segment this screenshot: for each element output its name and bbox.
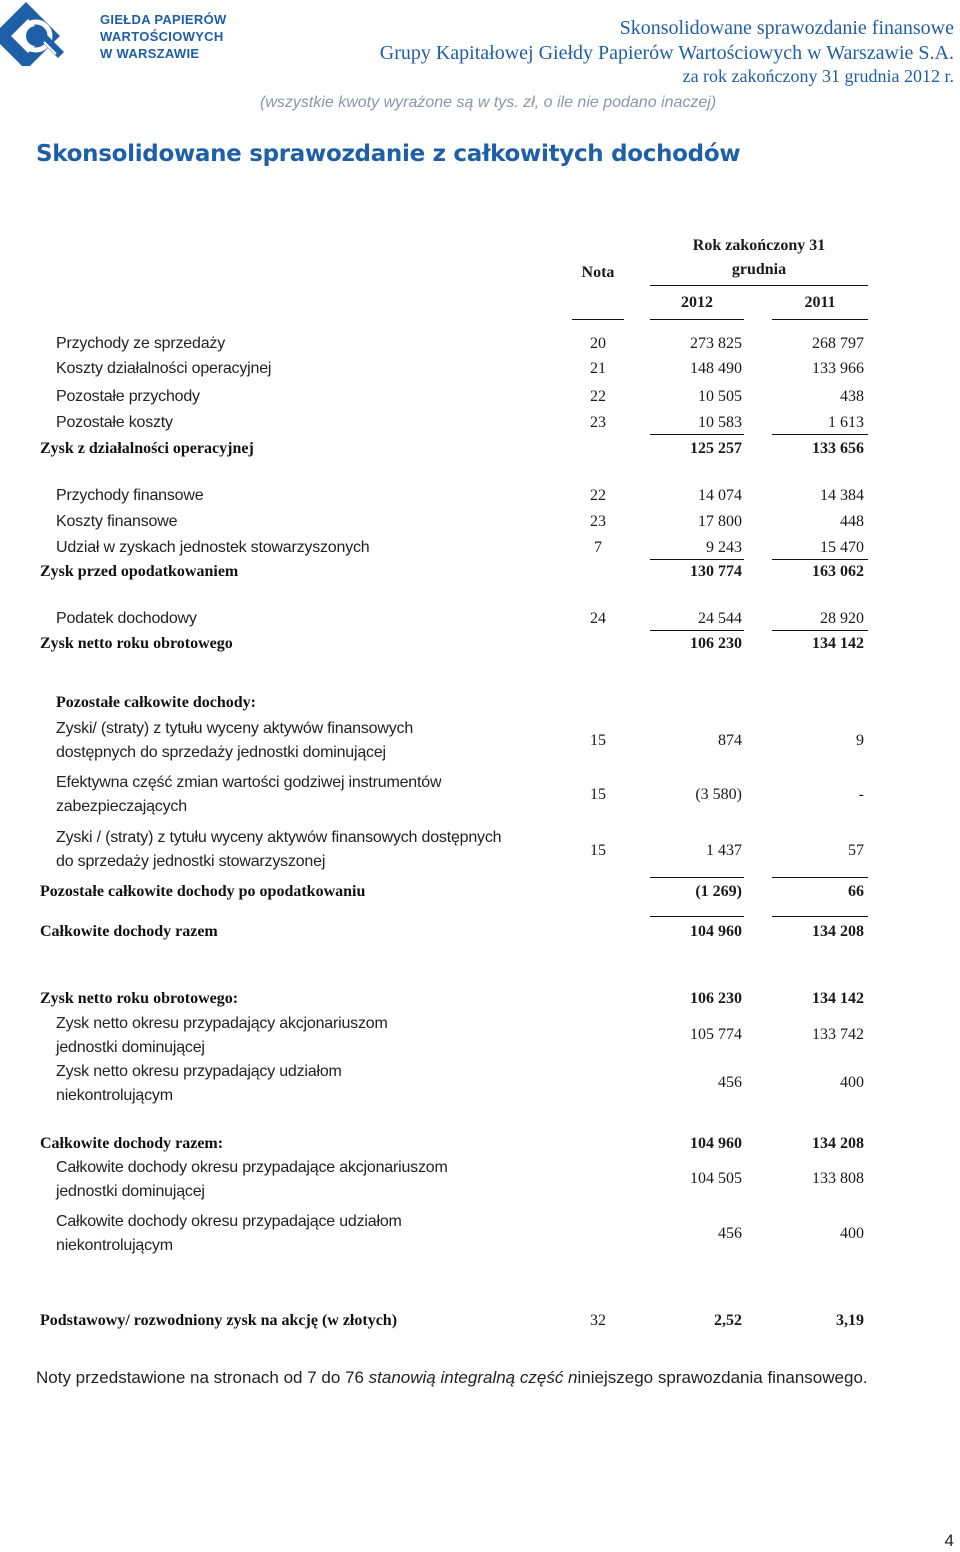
row-value-2011: 400 bbox=[840, 1225, 864, 1242]
row-nota: 23 bbox=[590, 513, 606, 530]
row-value-2011: 14 384 bbox=[820, 487, 864, 504]
footer-note bbox=[36, 1368, 868, 1388]
row-nota: 32 bbox=[590, 1312, 606, 1329]
period-line1: Rok zakończony 31 bbox=[692, 237, 826, 254]
row-nota: 15 bbox=[590, 842, 606, 859]
row-label: Przychody finansowe bbox=[56, 487, 204, 504]
row-label-line1: Całkowite dochody okresu przypadające akcjonariuszom bbox=[56, 1159, 448, 1176]
row-value-2012: 1 437 bbox=[706, 842, 742, 859]
row-nota: 7 bbox=[594, 539, 602, 556]
subtotal-rule bbox=[650, 630, 744, 631]
col-header-2011: 2011 bbox=[804, 294, 836, 311]
row-value-2012: 104 960 bbox=[690, 1135, 742, 1152]
row-nota: 23 bbox=[590, 414, 606, 431]
row-value-2011: 3,19 bbox=[836, 1312, 864, 1329]
row-value-2011: 134 142 bbox=[812, 990, 864, 1007]
row-value-2011: 66 bbox=[848, 883, 864, 900]
subtotal-rule bbox=[772, 434, 868, 435]
row-value-2012: 10 583 bbox=[698, 414, 742, 431]
row-label: Zysk przed opodatkowaniem bbox=[40, 563, 239, 580]
subtotal-rule bbox=[650, 877, 744, 878]
row-value-2012: 105 774 bbox=[690, 1026, 742, 1043]
row-label-line2: zabezpieczających bbox=[56, 798, 187, 815]
row-value-2012: 104 960 bbox=[690, 923, 742, 940]
row-label-line2: do sprzedaży jednostki stowarzyszonej bbox=[56, 853, 326, 870]
row-nota: 22 bbox=[590, 487, 606, 504]
row-value-2011: 133 742 bbox=[812, 1026, 864, 1043]
row-value-2012: 874 bbox=[718, 732, 742, 749]
row-value-2011: 9 bbox=[856, 732, 864, 749]
page-title: Skonsolidowane sprawozdanie z całkowitych dochodów bbox=[36, 141, 741, 167]
row-label: Koszty finansowe bbox=[56, 513, 178, 530]
row-label-line2: niekontrolującym bbox=[56, 1237, 173, 1254]
amounts-note: (wszystkie kwoty wyrażone są w tys. zł, o ile nie podano inaczej) bbox=[260, 94, 717, 111]
header-rule-2011 bbox=[772, 319, 868, 320]
row-label: Zysk netto roku obrotowego: bbox=[40, 990, 239, 1007]
brand-line2: WARTOŚCIOWYCH bbox=[100, 29, 224, 44]
row-value-2012: 14 074 bbox=[698, 487, 742, 504]
page-number: 4 bbox=[944, 1531, 954, 1550]
header-rule bbox=[650, 285, 868, 286]
row-value-2012: 2,52 bbox=[714, 1312, 742, 1329]
row-value-2012: 10 505 bbox=[698, 388, 742, 405]
row-label: Całkowite dochody razem: bbox=[40, 1135, 224, 1152]
row-value-2012: 104 505 bbox=[690, 1170, 742, 1187]
row-value-2012: 273 825 bbox=[690, 335, 742, 352]
row-nota: 22 bbox=[590, 388, 606, 405]
row-label: Podstawowy/ rozwodniony zysk na akcję (w złotych) bbox=[40, 1312, 398, 1329]
row-value-2011: 134 142 bbox=[812, 635, 864, 652]
row-label-line2: jednostki dominującej bbox=[56, 1039, 205, 1056]
row-label: Pozostałe koszty bbox=[56, 414, 173, 431]
row-nota: 15 bbox=[590, 732, 606, 749]
row-label: Udział w zyskach jednostek stowarzyszonych bbox=[56, 539, 370, 556]
row-label: Pozostałe całkowite dochody po opodatkowaniu bbox=[40, 883, 366, 900]
brand-line3: W WARSZAWIE bbox=[100, 46, 200, 61]
row-value-2012: (1 269) bbox=[695, 883, 742, 900]
header-rule-2012 bbox=[650, 319, 744, 320]
brand-logo bbox=[0, 0, 240, 70]
row-label-line1: Zyski / (straty) z tytułu wyceny aktywów finansowych dostępnych bbox=[56, 829, 502, 846]
subtotal-rule bbox=[772, 916, 868, 917]
row-value-2012: 148 490 bbox=[690, 360, 742, 377]
subtotal-rule bbox=[772, 877, 868, 878]
row-value-2012: 9 243 bbox=[706, 539, 742, 556]
col-header-2012: 2012 bbox=[681, 294, 713, 311]
row-value-2011: 28 920 bbox=[820, 610, 864, 627]
header-line2: Grupy Kapitałowej Giełdy Papierów Wartościowych w Warszawie S.A. bbox=[379, 42, 954, 64]
row-value-2011: 268 797 bbox=[812, 335, 864, 352]
gpw-logo-icon bbox=[0, 2, 70, 66]
row-label: Podatek dochodowy bbox=[56, 610, 197, 627]
col-header-nota: Nota bbox=[581, 264, 615, 281]
row-nota: 20 bbox=[590, 335, 606, 352]
row-label: Koszty działalności operacyjnej bbox=[56, 360, 272, 377]
row-value-2011: 134 208 bbox=[812, 1135, 864, 1152]
section-heading: Pozostałe całkowite dochody: bbox=[56, 694, 256, 711]
subtotal-rule bbox=[650, 434, 744, 435]
row-nota: 24 bbox=[590, 610, 606, 627]
row-nota: 21 bbox=[590, 360, 606, 377]
row-value-2012: 456 bbox=[718, 1074, 742, 1091]
row-label: Całkowite dochody razem bbox=[40, 923, 218, 940]
row-value-2011: 1 613 bbox=[828, 414, 864, 431]
row-label-line1: Efektywna część zmian wartości godziwej instrumentów bbox=[56, 774, 442, 791]
row-value-2011: 448 bbox=[840, 513, 864, 530]
row-label: Pozostałe przychody bbox=[56, 388, 200, 405]
row-value-2011: 133 808 bbox=[812, 1170, 864, 1187]
row-value-2012: 17 800 bbox=[698, 513, 742, 530]
row-value-2011: 163 062 bbox=[812, 563, 864, 580]
footer-part3: iniejszego sprawozdania finansowego. bbox=[577, 1368, 868, 1387]
brand-line1: GIEŁDA PAPIERÓW bbox=[100, 12, 227, 27]
subtotal-rule bbox=[650, 916, 744, 917]
row-value-2011: 134 208 bbox=[812, 923, 864, 940]
col-header-period bbox=[650, 234, 868, 282]
row-label-line1: Zysk netto okresu przypadający udziałom bbox=[56, 1063, 342, 1080]
header-rule-nota bbox=[572, 319, 624, 320]
row-value-2011: 57 bbox=[848, 842, 864, 859]
row-label-line1: Zyski/ (straty) z tytułu wyceny aktywów finansowych bbox=[56, 720, 414, 737]
row-value-2011: - bbox=[858, 786, 864, 803]
row-value-2012: 106 230 bbox=[690, 990, 742, 1007]
row-value-2012: 24 544 bbox=[698, 610, 742, 627]
row-nota: 15 bbox=[590, 786, 606, 803]
row-value-2012: 130 774 bbox=[690, 563, 742, 580]
row-value-2012: (3 580) bbox=[695, 786, 742, 803]
row-label-line1: Zysk netto okresu przypadający akcjonariuszom bbox=[56, 1015, 388, 1032]
row-label: Przychody ze sprzedaży bbox=[56, 335, 226, 352]
row-label-line2: jednostki dominującej bbox=[56, 1183, 205, 1200]
footer-part1: Noty przedstawione na stronach od 7 do 76 bbox=[36, 1368, 369, 1387]
subtotal-rule bbox=[772, 630, 868, 631]
row-label: Zysk z działalności operacyjnej bbox=[40, 440, 254, 457]
row-value-2011: 400 bbox=[840, 1074, 864, 1091]
row-value-2011: 438 bbox=[840, 388, 864, 405]
row-label-line1: Całkowite dochody okresu przypadające udziałom bbox=[56, 1213, 402, 1230]
row-value-2012: 456 bbox=[718, 1225, 742, 1242]
row-value-2012: 125 257 bbox=[690, 440, 742, 457]
row-label-line2: dostępnych do sprzedaży jednostki dominującej bbox=[56, 744, 386, 761]
header-line1: Skonsolidowane sprawozdanie finansowe bbox=[619, 17, 954, 39]
row-label: Zysk netto roku obrotowego bbox=[40, 635, 233, 652]
footer-part2: stanowią integralną część n bbox=[368, 1368, 578, 1387]
period-line2: grudnia bbox=[731, 261, 787, 278]
row-value-2011: 15 470 bbox=[820, 539, 864, 556]
row-label-line2: niekontrolującym bbox=[56, 1087, 173, 1104]
row-value-2011: 133 966 bbox=[812, 360, 864, 377]
header-line3: za rok zakończony 31 grudnia 2012 r. bbox=[682, 66, 954, 86]
row-value-2012: 106 230 bbox=[690, 635, 742, 652]
row-value-2011: 133 656 bbox=[812, 440, 864, 457]
